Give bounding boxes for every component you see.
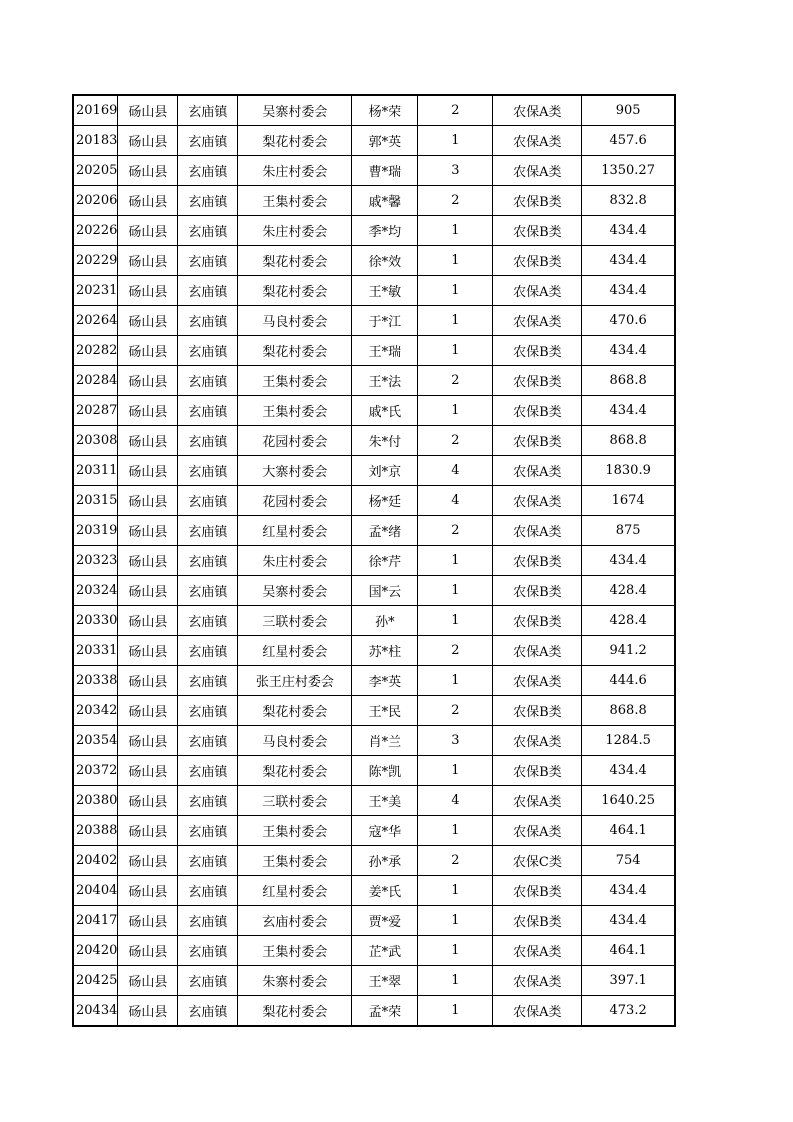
- count-cell: 2: [418, 186, 493, 216]
- id-cell: 20372: [73, 756, 118, 786]
- table-row: [73, 996, 675, 1027]
- county-cell: 砀山县: [118, 996, 178, 1027]
- id-cell: 20308: [73, 426, 118, 456]
- county-cell: 砀山县: [118, 306, 178, 336]
- table-row: [73, 636, 675, 666]
- category-cell: 农保A类: [493, 966, 582, 996]
- id-cell: 20388: [73, 816, 118, 846]
- county-cell: 砀山县: [118, 576, 178, 606]
- count-cell: 1: [418, 606, 493, 636]
- table-row: [73, 696, 675, 726]
- count-cell: 1: [418, 336, 493, 366]
- amount-cell: 473.2: [582, 996, 675, 1027]
- town-cell: 玄庙镇: [178, 816, 238, 846]
- count-cell: 1: [418, 816, 493, 846]
- amount-cell: 428.4: [582, 606, 675, 636]
- category-cell: 农保B类: [493, 546, 582, 576]
- id-cell: 20315: [73, 486, 118, 516]
- count-cell: 1: [418, 126, 493, 156]
- category-cell: 农保A类: [493, 306, 582, 336]
- county-cell: 砀山县: [118, 876, 178, 906]
- count-cell: 1: [418, 396, 493, 426]
- category-cell: 农保A类: [493, 156, 582, 186]
- village-cell: 花园村委会: [238, 426, 352, 456]
- town-cell: 玄庙镇: [178, 95, 238, 126]
- table-row: [73, 456, 675, 486]
- village-cell: 梨花村委会: [238, 756, 352, 786]
- table-row: [73, 486, 675, 516]
- name-cell: 王*法: [352, 366, 418, 396]
- amount-cell: 470.6: [582, 306, 675, 336]
- name-cell: 杨*荣: [352, 95, 418, 126]
- town-cell: 玄庙镇: [178, 966, 238, 996]
- id-cell: 20434: [73, 996, 118, 1027]
- name-cell: 孙*承: [352, 846, 418, 876]
- id-cell: 20319: [73, 516, 118, 546]
- amount-cell: 1640.25: [582, 786, 675, 816]
- village-cell: 朱庄村委会: [238, 156, 352, 186]
- table-row: [73, 126, 675, 156]
- name-cell: 姜*氏: [352, 876, 418, 906]
- table-row: [73, 846, 675, 876]
- id-cell: 20311: [73, 456, 118, 486]
- town-cell: 玄庙镇: [178, 516, 238, 546]
- village-cell: 马良村委会: [238, 306, 352, 336]
- category-cell: 农保B类: [493, 576, 582, 606]
- category-cell: 农保A类: [493, 786, 582, 816]
- name-cell: 陈*凯: [352, 756, 418, 786]
- county-cell: 砀山县: [118, 906, 178, 936]
- count-cell: 1: [418, 546, 493, 576]
- id-cell: 20284: [73, 366, 118, 396]
- town-cell: 玄庙镇: [178, 336, 238, 366]
- id-cell: 20331: [73, 636, 118, 666]
- category-cell: 农保A类: [493, 276, 582, 306]
- amount-cell: 434.4: [582, 756, 675, 786]
- table-row: [73, 786, 675, 816]
- table-row: [73, 186, 675, 216]
- name-cell: 寇*华: [352, 816, 418, 846]
- amount-cell: 464.1: [582, 936, 675, 966]
- name-cell: 王*敏: [352, 276, 418, 306]
- county-cell: 砀山县: [118, 816, 178, 846]
- table-row: [73, 216, 675, 246]
- village-cell: 梨花村委会: [238, 276, 352, 306]
- count-cell: 1: [418, 666, 493, 696]
- id-cell: 20354: [73, 726, 118, 756]
- name-cell: 王*翠: [352, 966, 418, 996]
- category-cell: 农保B类: [493, 876, 582, 906]
- id-cell: 20338: [73, 666, 118, 696]
- county-cell: 砀山县: [118, 95, 178, 126]
- count-cell: 2: [418, 516, 493, 546]
- county-cell: 砀山县: [118, 786, 178, 816]
- county-cell: 砀山县: [118, 246, 178, 276]
- name-cell: 戚*馨: [352, 186, 418, 216]
- county-cell: 砀山县: [118, 516, 178, 546]
- amount-cell: 868.8: [582, 426, 675, 456]
- town-cell: 玄庙镇: [178, 756, 238, 786]
- town-cell: 玄庙镇: [178, 246, 238, 276]
- amount-cell: 941.2: [582, 636, 675, 666]
- town-cell: 玄庙镇: [178, 636, 238, 666]
- county-cell: 砀山县: [118, 666, 178, 696]
- amount-cell: 832.8: [582, 186, 675, 216]
- town-cell: 玄庙镇: [178, 666, 238, 696]
- town-cell: 玄庙镇: [178, 936, 238, 966]
- id-cell: 20425: [73, 966, 118, 996]
- count-cell: 2: [418, 696, 493, 726]
- id-cell: 20287: [73, 396, 118, 426]
- amount-cell: 1674: [582, 486, 675, 516]
- amount-cell: 434.4: [582, 336, 675, 366]
- count-cell: 1: [418, 246, 493, 276]
- category-cell: 农保B类: [493, 396, 582, 426]
- count-cell: 3: [418, 156, 493, 186]
- town-cell: 玄庙镇: [178, 906, 238, 936]
- amount-cell: 875: [582, 516, 675, 546]
- amount-cell: 434.4: [582, 876, 675, 906]
- table-row: [73, 336, 675, 366]
- category-cell: 农保A类: [493, 996, 582, 1027]
- table-row: [73, 95, 675, 126]
- category-cell: 农保B类: [493, 606, 582, 636]
- id-cell: 20342: [73, 696, 118, 726]
- town-cell: 玄庙镇: [178, 366, 238, 396]
- name-cell: 苏*柱: [352, 636, 418, 666]
- town-cell: 玄庙镇: [178, 696, 238, 726]
- category-cell: 农保B类: [493, 216, 582, 246]
- id-cell: 20380: [73, 786, 118, 816]
- id-cell: 20206: [73, 186, 118, 216]
- category-cell: 农保B类: [493, 756, 582, 786]
- village-cell: 王集村委会: [238, 366, 352, 396]
- county-cell: 砀山县: [118, 726, 178, 756]
- category-cell: 农保A类: [493, 636, 582, 666]
- category-cell: 农保A类: [493, 516, 582, 546]
- id-cell: 20282: [73, 336, 118, 366]
- name-cell: 于*江: [352, 306, 418, 336]
- table-row: [73, 726, 675, 756]
- table-row: [73, 426, 675, 456]
- table-row: [73, 276, 675, 306]
- town-cell: 玄庙镇: [178, 426, 238, 456]
- village-cell: 朱庄村委会: [238, 546, 352, 576]
- name-cell: 李*英: [352, 666, 418, 696]
- town-cell: 玄庙镇: [178, 276, 238, 306]
- county-cell: 砀山县: [118, 936, 178, 966]
- name-cell: 季*均: [352, 216, 418, 246]
- category-cell: 农保B类: [493, 696, 582, 726]
- county-cell: 砀山县: [118, 966, 178, 996]
- count-cell: 4: [418, 456, 493, 486]
- count-cell: 1: [418, 996, 493, 1027]
- count-cell: 1: [418, 216, 493, 246]
- id-cell: 20226: [73, 216, 118, 246]
- id-cell: 20330: [73, 606, 118, 636]
- amount-cell: 434.4: [582, 396, 675, 426]
- table-row: [73, 816, 675, 846]
- name-cell: 杨*廷: [352, 486, 418, 516]
- id-cell: 20324: [73, 576, 118, 606]
- id-cell: 20404: [73, 876, 118, 906]
- table-row: [73, 756, 675, 786]
- name-cell: 王*美: [352, 786, 418, 816]
- count-cell: 1: [418, 966, 493, 996]
- town-cell: 玄庙镇: [178, 456, 238, 486]
- name-cell: 曹*瑞: [352, 156, 418, 186]
- town-cell: 玄庙镇: [178, 876, 238, 906]
- village-cell: 三联村委会: [238, 606, 352, 636]
- table-row: [73, 246, 675, 276]
- village-cell: 朱寨村委会: [238, 966, 352, 996]
- county-cell: 砀山县: [118, 606, 178, 636]
- category-cell: 农保B类: [493, 426, 582, 456]
- count-cell: 2: [418, 426, 493, 456]
- category-cell: 农保A类: [493, 666, 582, 696]
- town-cell: 玄庙镇: [178, 846, 238, 876]
- county-cell: 砀山县: [118, 366, 178, 396]
- village-cell: 梨花村委会: [238, 996, 352, 1027]
- village-cell: 吴寨村委会: [238, 576, 352, 606]
- amount-cell: 444.6: [582, 666, 675, 696]
- count-cell: 2: [418, 846, 493, 876]
- table-row: [73, 396, 675, 426]
- count-cell: 1: [418, 756, 493, 786]
- name-cell: 刘*京: [352, 456, 418, 486]
- village-cell: 王集村委会: [238, 936, 352, 966]
- village-cell: 王集村委会: [238, 816, 352, 846]
- table-row: [73, 936, 675, 966]
- count-cell: 2: [418, 366, 493, 396]
- name-cell: 王*瑞: [352, 336, 418, 366]
- amount-cell: 397.1: [582, 966, 675, 996]
- table-row: [73, 606, 675, 636]
- amount-cell: 1350.27: [582, 156, 675, 186]
- id-cell: 20323: [73, 546, 118, 576]
- count-cell: 3: [418, 726, 493, 756]
- id-cell: 20264: [73, 306, 118, 336]
- count-cell: 1: [418, 276, 493, 306]
- amount-cell: 754: [582, 846, 675, 876]
- town-cell: 玄庙镇: [178, 786, 238, 816]
- amount-cell: 1830.9: [582, 456, 675, 486]
- category-cell: 农保B类: [493, 336, 582, 366]
- county-cell: 砀山县: [118, 696, 178, 726]
- amount-cell: 434.4: [582, 246, 675, 276]
- village-cell: 花园村委会: [238, 486, 352, 516]
- name-cell: 朱*付: [352, 426, 418, 456]
- count-cell: 4: [418, 786, 493, 816]
- count-cell: 1: [418, 576, 493, 606]
- category-cell: 农保A类: [493, 456, 582, 486]
- amount-cell: 464.1: [582, 816, 675, 846]
- county-cell: 砀山县: [118, 636, 178, 666]
- category-cell: 农保C类: [493, 846, 582, 876]
- count-cell: 1: [418, 876, 493, 906]
- category-cell: 农保A类: [493, 486, 582, 516]
- id-cell: 20417: [73, 906, 118, 936]
- village-cell: 大寨村委会: [238, 456, 352, 486]
- count-cell: 2: [418, 95, 493, 126]
- town-cell: 玄庙镇: [178, 606, 238, 636]
- category-cell: 农保A类: [493, 126, 582, 156]
- town-cell: 玄庙镇: [178, 576, 238, 606]
- amount-cell: 1284.5: [582, 726, 675, 756]
- category-cell: 农保B类: [493, 186, 582, 216]
- count-cell: 2: [418, 636, 493, 666]
- id-cell: 20402: [73, 846, 118, 876]
- town-cell: 玄庙镇: [178, 726, 238, 756]
- town-cell: 玄庙镇: [178, 996, 238, 1027]
- village-cell: 张王庄村委会: [238, 666, 352, 696]
- table-row: [73, 876, 675, 906]
- county-cell: 砀山县: [118, 216, 178, 246]
- table-row: [73, 306, 675, 336]
- village-cell: 朱庄村委会: [238, 216, 352, 246]
- village-cell: 王集村委会: [238, 846, 352, 876]
- name-cell: 徐*芹: [352, 546, 418, 576]
- id-cell: 20169: [73, 95, 118, 126]
- category-cell: 农保A类: [493, 726, 582, 756]
- village-cell: 马良村委会: [238, 726, 352, 756]
- count-cell: 1: [418, 906, 493, 936]
- count-cell: 1: [418, 306, 493, 336]
- village-cell: 梨花村委会: [238, 336, 352, 366]
- amount-cell: 428.4: [582, 576, 675, 606]
- category-cell: 农保A类: [493, 816, 582, 846]
- name-cell: 徐*效: [352, 246, 418, 276]
- table-row: [73, 576, 675, 606]
- amount-cell: 457.6: [582, 126, 675, 156]
- data-table: [72, 94, 676, 1027]
- count-cell: 4: [418, 486, 493, 516]
- county-cell: 砀山县: [118, 186, 178, 216]
- village-cell: 王集村委会: [238, 396, 352, 426]
- village-cell: 三联村委会: [238, 786, 352, 816]
- name-cell: 王*民: [352, 696, 418, 726]
- amount-cell: 434.4: [582, 216, 675, 246]
- id-cell: 20420: [73, 936, 118, 966]
- table-row: [73, 906, 675, 936]
- county-cell: 砀山县: [118, 846, 178, 876]
- amount-cell: 434.4: [582, 276, 675, 306]
- town-cell: 玄庙镇: [178, 186, 238, 216]
- amount-cell: 868.8: [582, 696, 675, 726]
- county-cell: 砀山县: [118, 126, 178, 156]
- town-cell: 玄庙镇: [178, 216, 238, 246]
- town-cell: 玄庙镇: [178, 486, 238, 516]
- county-cell: 砀山县: [118, 546, 178, 576]
- village-cell: 梨花村委会: [238, 246, 352, 276]
- village-cell: 王集村委会: [238, 186, 352, 216]
- name-cell: 贾*爱: [352, 906, 418, 936]
- county-cell: 砀山县: [118, 756, 178, 786]
- county-cell: 砀山县: [118, 156, 178, 186]
- name-cell: 孙*: [352, 606, 418, 636]
- name-cell: 国*云: [352, 576, 418, 606]
- table-row: [73, 966, 675, 996]
- name-cell: 孟*绪: [352, 516, 418, 546]
- town-cell: 玄庙镇: [178, 546, 238, 576]
- county-cell: 砀山县: [118, 456, 178, 486]
- amount-cell: 868.8: [582, 366, 675, 396]
- id-cell: 20205: [73, 156, 118, 186]
- count-cell: 1: [418, 936, 493, 966]
- table-row: [73, 156, 675, 186]
- village-cell: 红星村委会: [238, 876, 352, 906]
- amount-cell: 905: [582, 95, 675, 126]
- category-cell: 农保B类: [493, 246, 582, 276]
- table-row: [73, 546, 675, 576]
- id-cell: 20231: [73, 276, 118, 306]
- county-cell: 砀山县: [118, 396, 178, 426]
- county-cell: 砀山县: [118, 276, 178, 306]
- village-cell: 梨花村委会: [238, 696, 352, 726]
- table-row: [73, 366, 675, 396]
- county-cell: 砀山县: [118, 426, 178, 456]
- name-cell: 孟*荣: [352, 996, 418, 1027]
- county-cell: 砀山县: [118, 336, 178, 366]
- county-cell: 砀山县: [118, 486, 178, 516]
- id-cell: 20183: [73, 126, 118, 156]
- id-cell: 20229: [73, 246, 118, 276]
- village-cell: 玄庙村委会: [238, 906, 352, 936]
- table-body: [73, 95, 675, 1026]
- town-cell: 玄庙镇: [178, 306, 238, 336]
- amount-cell: 434.4: [582, 906, 675, 936]
- name-cell: 郭*英: [352, 126, 418, 156]
- village-cell: 梨花村委会: [238, 126, 352, 156]
- name-cell: 芷*武: [352, 936, 418, 966]
- village-cell: 吴寨村委会: [238, 95, 352, 126]
- category-cell: 农保B类: [493, 906, 582, 936]
- table-row: [73, 516, 675, 546]
- village-cell: 红星村委会: [238, 636, 352, 666]
- town-cell: 玄庙镇: [178, 396, 238, 426]
- amount-cell: 434.4: [582, 546, 675, 576]
- name-cell: 肖*兰: [352, 726, 418, 756]
- category-cell: 农保A类: [493, 936, 582, 966]
- name-cell: 戚*氏: [352, 396, 418, 426]
- town-cell: 玄庙镇: [178, 156, 238, 186]
- table-row: [73, 666, 675, 696]
- village-cell: 红星村委会: [238, 516, 352, 546]
- category-cell: 农保A类: [493, 95, 582, 126]
- category-cell: 农保B类: [493, 366, 582, 396]
- town-cell: 玄庙镇: [178, 126, 238, 156]
